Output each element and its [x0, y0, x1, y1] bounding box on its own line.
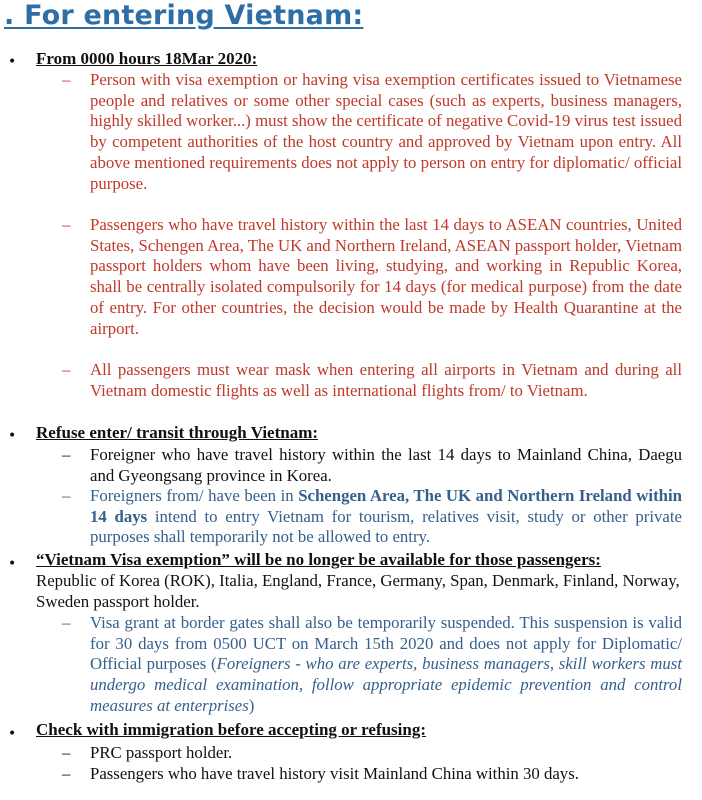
item-text: Person with visa exemption or having visa exemption certificates issued to Vietnamese people and relatives or some other special cases (such as experts, business managers, highly skilled worker...) must show the certificate of negative Covid-19 virus test issued by competent authorities of the host country and approved by Vietnam upon entry. All above mentioned requirements does not apply to person on entry for diplomatic/ official purpose. [90, 70, 682, 193]
dash-marker: – [62, 613, 71, 632]
dash-marker: – [62, 215, 71, 234]
title-prefix: . [4, 0, 25, 31]
dash-marker: – [62, 486, 71, 505]
item-text: Passengers who have travel history within the last 14 days to ASEAN countries, United States, Schengen Area, The UK and Northern Ireland, ASEAN passport holder, Vietnam passport holders whom have been living, studying, and working in Republic Korea, shall be centrally isolated compulsorily for 14 days (for medical purpose) from the date of entry. For other countries, the decision would be made by Health Quarantine at the airport. [90, 215, 682, 338]
section-2-heading: Refuse enter/ transit through Vietnam: [36, 423, 319, 442]
title-text: For entering Vietnam: [24, 0, 364, 31]
item-text: Foreigner who have travel history within the last 14 days to Mainland China, Daegu and Gyeongsang province in Korea. [90, 445, 682, 485]
dash-marker: – [62, 764, 71, 783]
list-item [62, 486, 682, 548]
item-text: All passengers must wear mask when entering all airports in Vietnam and during all Vietnam domestic flights as well as international flights from/ to Vietnam. [90, 360, 682, 400]
list-item [62, 743, 682, 764]
list-item [62, 613, 682, 717]
list-item [62, 215, 682, 339]
section-1-heading: From 0000 hours 18Mar 2020: [36, 49, 258, 68]
item-text-emphasis: Schengen Area, The UK and Northern Ireland within 14 days [90, 486, 682, 526]
section-2-bullet: • [8, 428, 17, 444]
dash-marker: – [62, 70, 71, 89]
list-item [62, 360, 682, 401]
dash-marker: – [62, 445, 71, 464]
dash-marker: – [62, 360, 71, 379]
section-4-heading: Check with immigration before accepting or refusing: [36, 720, 427, 739]
section-1-bullet: • [8, 54, 17, 70]
list-item [62, 764, 682, 785]
passport-list-text: Republic of Korea (ROK), Italia, England, France, Germany, Span, Denmark, Finland, Norway, Sweden passport holder. [36, 571, 680, 611]
item-text-part: Visa grant at border gates shall also be temporarily suspended. This suspension is valid for 30 days from 0500 UCT on March 15th 2020 and does not apply for Diplomatic/ Official purposes ( [90, 613, 682, 674]
list-item [62, 70, 682, 194]
item-text-part: ) [248, 695, 255, 715]
item-text [90, 486, 682, 548]
dash-marker: – [62, 743, 71, 762]
item-text-part: Foreigners from/ have been in [90, 486, 299, 505]
item-text-italic: Foreigners - who are experts, business managers, skill workers must undergo medical examination, follow appropriate epidemic prevention and control measures at enterprises [90, 654, 682, 715]
list-item [62, 445, 682, 486]
item-text: PRC passport holder. [90, 743, 233, 762]
section-3-heading: “Vietnam Visa exemption” will be no longer be available for those passengers: [36, 550, 601, 569]
item-text [90, 613, 682, 717]
section-4-bullet: • [8, 726, 17, 742]
page-title [4, 0, 363, 31]
section-3-bullet: • [8, 556, 17, 572]
item-text: Passengers who have travel history visit Mainland China within 30 days. [90, 764, 579, 783]
item-text-part: intend to entry Vietnam for tourism, relatives visit, study or other private purposes shall temporarily not be allowed to entry. [90, 506, 682, 547]
